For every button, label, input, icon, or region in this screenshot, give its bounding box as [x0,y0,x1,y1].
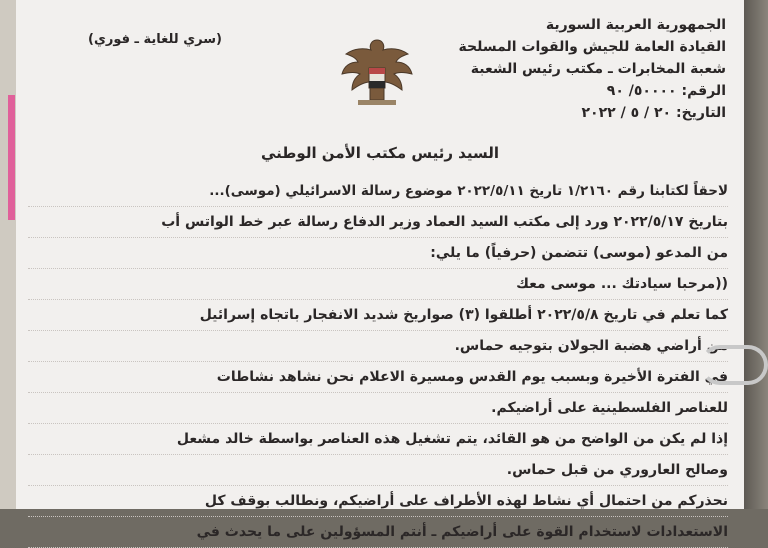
body-line: من أراضي هضبة الجولان بتوجيه حماس. [28,331,728,362]
body-line: للعناصر الفلسطينية على أراضيكم. [28,393,728,424]
classification-label: (سري للغاية ـ فوري) [88,32,222,47]
letterhead-line-division: شعبة المخابرات ـ مكتب رئيس الشعبة [470,61,726,77]
letterhead-line-number: الرقم: ٥٠٠٠٠/ ٩٠ [606,83,726,99]
letterhead-line-country: الجمهورية العربية السورية [545,17,726,33]
binder-ring [700,345,768,385]
binder-spine [742,0,768,509]
body-line: ((مرحبا سيادتك ... موسى معك [28,269,728,300]
body-line: وصالح العاروري من قبل حماس. [28,455,728,486]
body-line: إذا لم يكن من الواضح من هو القائد، يتم تشغيل هذه العناصر بواسطة خالد مشعل [28,424,728,455]
syrian-eagle-emblem-icon [338,34,416,110]
letter-body [28,176,728,548]
body-line: كما تعلم في تاريخ ٢٠٢٢/٥/٨ أطلقوا (٣) صواريخ شديد الانفجار باتجاه إسرائيل [28,300,728,331]
letterhead-line-date: التاريخ: ٢٠ / ٥ / ٢٠٢٢ [581,105,726,121]
letterhead [459,14,726,124]
body-line: في الفترة الأخيرة وبسبب يوم القدس ومسيرة الاعلام نحن نشاهد نشاطات [28,362,728,393]
letterhead-line-command: القيادة العامة للجيش والقوات المسلحة [458,39,726,55]
body-line: بتاريخ ٢٠٢٢/٥/١٧ ورد إلى مكتب السيد العماد وزير الدفاع رسالة عبر خط الواتس أب [28,207,728,238]
binder-edge [0,0,16,509]
body-line: نحذركم من احتمال أي نشاط لهذه الأطراف على أراضيكم، ونطالب بوقف كل [28,486,728,517]
pink-tab [8,95,15,220]
body-line: الاستعدادات لاستخدام القوة على أراضيكم ـ أنتم المسؤولين على ما يحدث في [28,517,728,548]
body-line: من المدعو (موسى) تتضمن (حرفياً) ما يلي: [28,238,728,269]
recipient-title: السيد رئيس مكتب الأمن الوطني [260,144,500,162]
body-line: لاحقاً لكتابنا رقم ١/٢١٦٠ تاريخ ٢٠٢٢/٥/١١ موضوع رسالة الاسرائيلي (موسى)... [28,176,728,207]
document-page [16,0,744,540]
